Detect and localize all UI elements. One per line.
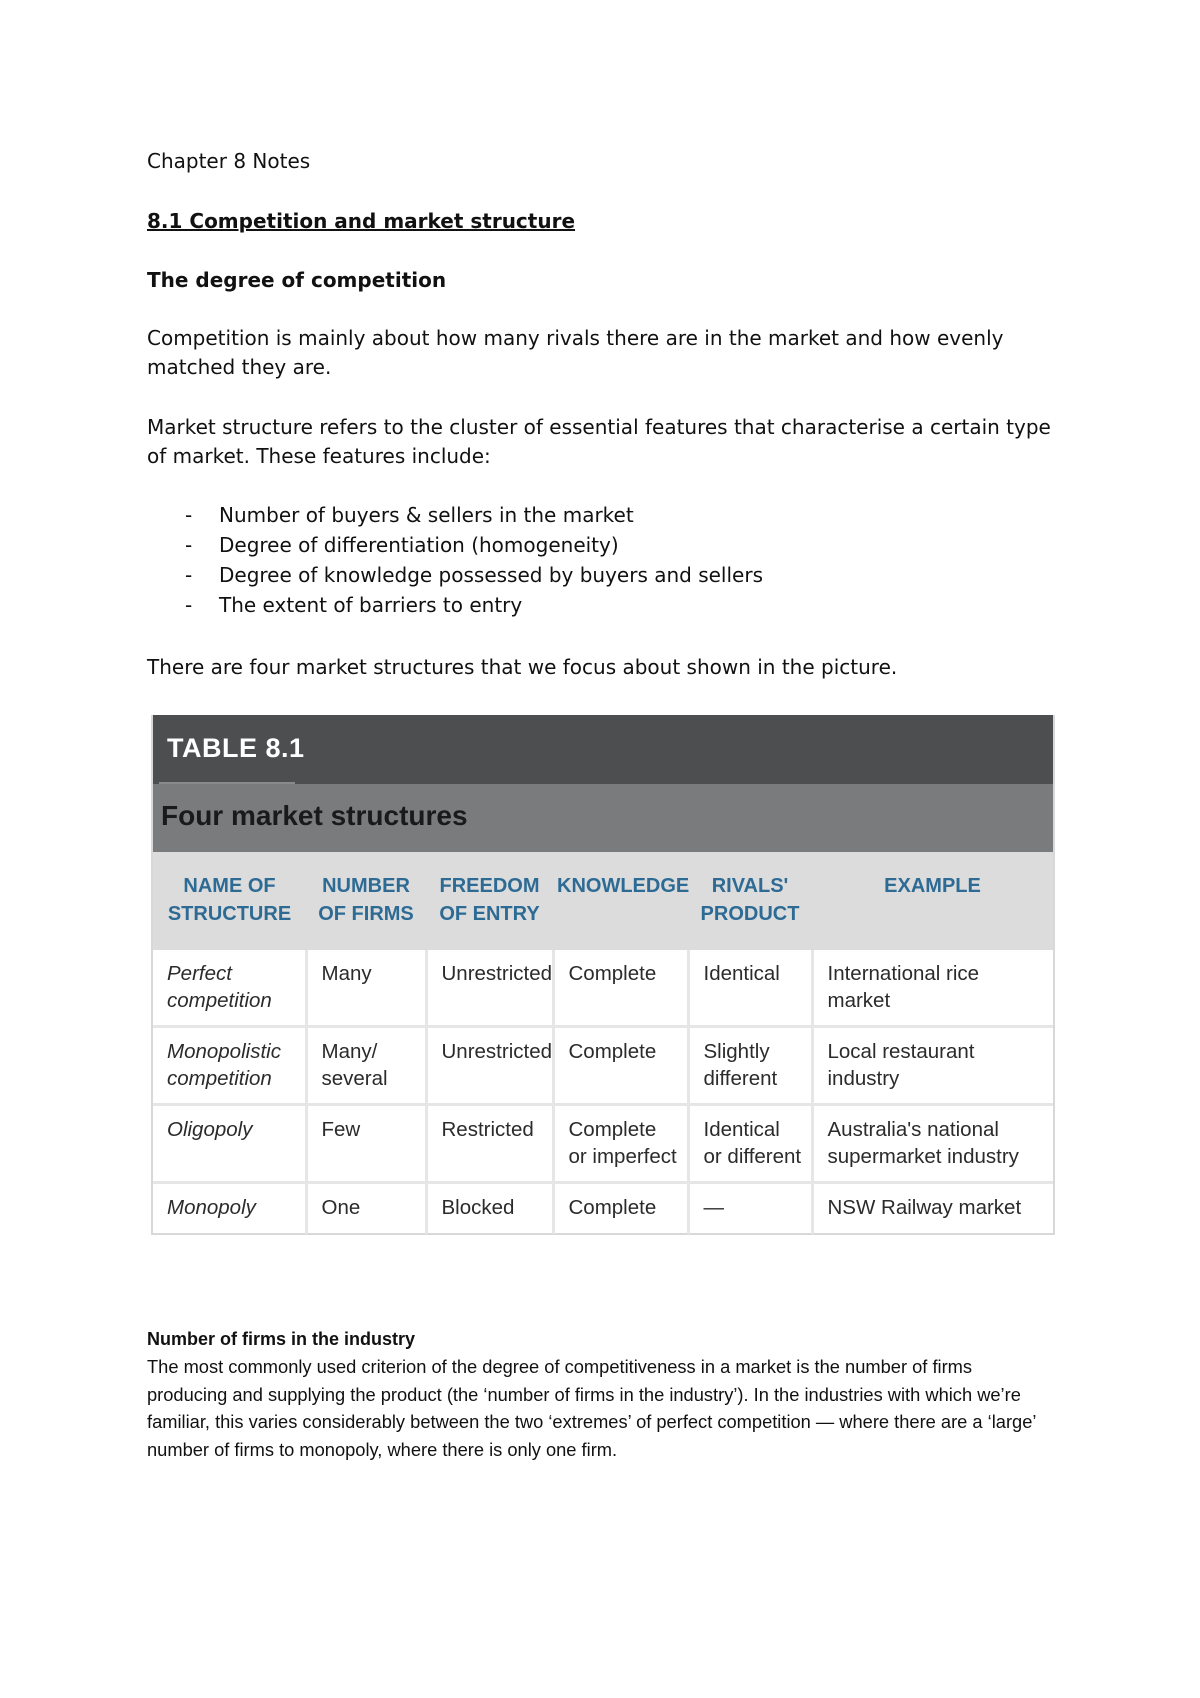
list-item-text: Number of buyers & sellers in the market <box>219 503 634 527</box>
structure-name-cell: Perfect competition <box>153 950 306 1027</box>
table-cell: Identical or different <box>688 1105 812 1183</box>
column-header: EXAMPLE <box>812 852 1053 950</box>
table-cell: Unrestricted <box>426 950 553 1027</box>
table-cell: Slightly different <box>688 1027 812 1105</box>
structure-name-cell: Monopolistic competition <box>153 1027 306 1105</box>
table-cell: Complete <box>553 1183 688 1235</box>
table-cell: Many/ several <box>306 1027 426 1105</box>
list-item <box>147 560 763 590</box>
column-header: RIVALS' PRODUCT <box>688 852 812 950</box>
paragraph-four-structures: There are four market structures that we focus about shown in the picture. <box>147 655 898 679</box>
column-header: NAME OF STRUCTURE <box>153 852 306 950</box>
table-row <box>153 1027 1053 1105</box>
list-item-text: Degree of knowledge possessed by buyers and sellers <box>219 563 763 587</box>
table-cell: Australia's national supermarket industry <box>812 1105 1053 1183</box>
list-item <box>147 590 763 620</box>
bullet-dash: - <box>185 563 193 587</box>
firms-heading: Number of firms in the industry <box>147 1329 416 1349</box>
bullet-dash: - <box>185 533 193 557</box>
table-cell: Complete or imperfect <box>553 1105 688 1183</box>
table-cell: International rice market <box>812 950 1053 1027</box>
table-cell: Unrestricted <box>426 1027 553 1105</box>
column-header: KNOWLEDGE <box>553 852 688 950</box>
list-item-text: The extent of barriers to entry <box>219 593 523 617</box>
table-figure <box>151 715 1055 1235</box>
table-cell: Few <box>306 1105 426 1183</box>
table-cell: — <box>688 1183 812 1235</box>
table-row <box>153 1105 1053 1183</box>
paragraph-competition: Competition is mainly about how many rivals there are in the market and how evenly matched they are. <box>147 326 1004 379</box>
list-item <box>147 500 763 530</box>
table-cell: Restricted <box>426 1105 553 1183</box>
table-cell: Complete <box>553 950 688 1027</box>
section-heading: 8.1 Competition and market structure <box>147 209 576 233</box>
table-cell: Blocked <box>426 1183 553 1235</box>
table-cell: Many <box>306 950 426 1027</box>
paragraph-market-structure: Market structure refers to the cluster of essential features that characterise a certain type of market. These features include: <box>147 415 1051 468</box>
firms-paragraph: The most commonly used criterion of the degree of competitiveness in a market is the number of firms producing and supplying the product (the ‘number of firms in the industry’). In the industries with which we’re familiar, this varies considerably between the two ‘extremes’ of perfect competition — where there are a ‘large’ number of firms to monopoly, where there is only one firm. <box>147 1356 1036 1460</box>
table-cell: Identical <box>688 950 812 1027</box>
chapter-title: Chapter 8 Notes <box>147 149 311 173</box>
table-title: Four market structures <box>161 800 468 831</box>
table-cell: NSW Railway market <box>827 1196 1022 1219</box>
subheading: The degree of competition <box>147 268 447 292</box>
market-structures-table <box>153 852 1053 1234</box>
table-cell: Complete <box>553 1027 688 1105</box>
list-item <box>147 530 763 560</box>
table-row <box>153 1183 1053 1235</box>
structure-name-cell: Monopoly <box>153 1183 306 1235</box>
list-item-text: Degree of differentiation (homogeneity) <box>219 533 619 557</box>
table-title-bar <box>153 784 1053 852</box>
table-cell: One <box>306 1183 426 1235</box>
bullet-dash: - <box>185 593 193 617</box>
table-label-bar <box>153 715 1053 784</box>
table-header-row <box>153 852 1053 950</box>
feature-list <box>147 500 763 620</box>
column-header: FREEDOM OF ENTRY <box>426 852 553 950</box>
table-label: TABLE 8.1 <box>167 733 305 763</box>
structure-name-cell: Oligopoly <box>153 1105 306 1183</box>
bullet-dash: - <box>185 503 193 527</box>
table-cell: Local restaurant industry <box>812 1027 1053 1105</box>
table-row <box>153 950 1053 1027</box>
column-header: NUMBER OF FIRMS <box>306 852 426 950</box>
